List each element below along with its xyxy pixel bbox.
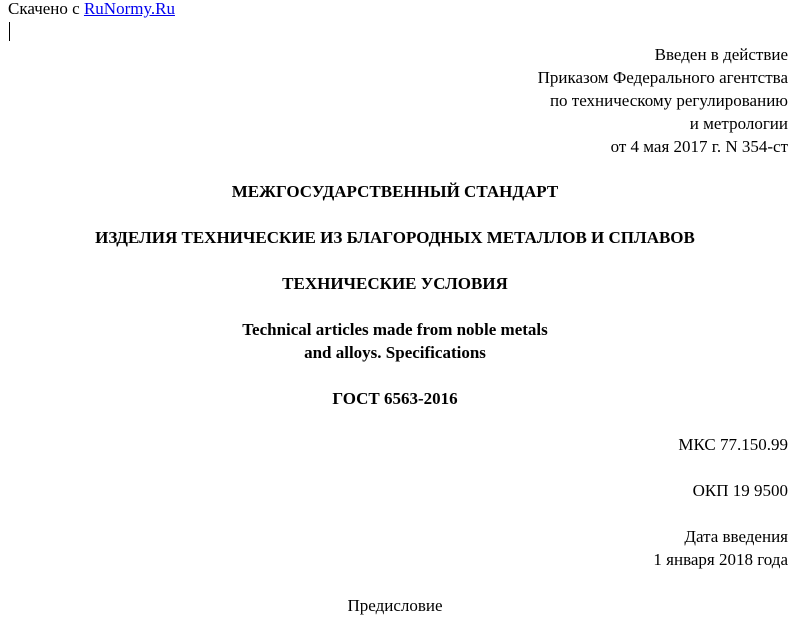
intro-date-block: [653, 525, 788, 571]
introduced-line: от 4 мая 2017 г. N 354-ст: [610, 137, 788, 156]
introduced-line: Приказом Федерального агентства: [537, 68, 788, 87]
text-cursor: [9, 22, 10, 41]
intro-date-line: 1 января 2018 года: [653, 550, 788, 569]
gost-number: ГОСТ 6563-2016: [332, 389, 458, 408]
document-title: ИЗДЕЛИЯ ТЕХНИЧЕСКИЕ ИЗ БЛАГОРОДНЫХ МЕТАЛЛОВ И СПЛАВОВ: [95, 228, 695, 247]
intro-date-line: Дата введения: [684, 527, 788, 546]
introduced-line: Введен в действие: [654, 45, 788, 64]
source-line: [8, 0, 175, 20]
introduced-block: [538, 43, 788, 158]
source-prefix: Скачено с: [8, 0, 80, 18]
introduced-line: и метрологии: [689, 114, 788, 133]
english-title-line: and alloys. Specifications: [304, 343, 486, 362]
okp-code: ОКП 19 9500: [692, 481, 788, 500]
standard-type: МЕЖГОСУДАРСТВЕННЫЙ СТАНДАРТ: [231, 182, 559, 201]
mks-code: МКС 77.150.99: [678, 435, 788, 454]
english-title-line: Technical articles made from noble metals: [242, 320, 548, 339]
english-title: [0, 318, 790, 364]
document-subtitle: ТЕХНИЧЕСКИЕ УСЛОВИЯ: [282, 274, 508, 293]
section-heading: Предисловие: [347, 596, 443, 615]
runormy-link[interactable]: RuNormy.Ru: [83, 0, 175, 18]
introduced-line: по техническому регулированию: [549, 91, 788, 110]
